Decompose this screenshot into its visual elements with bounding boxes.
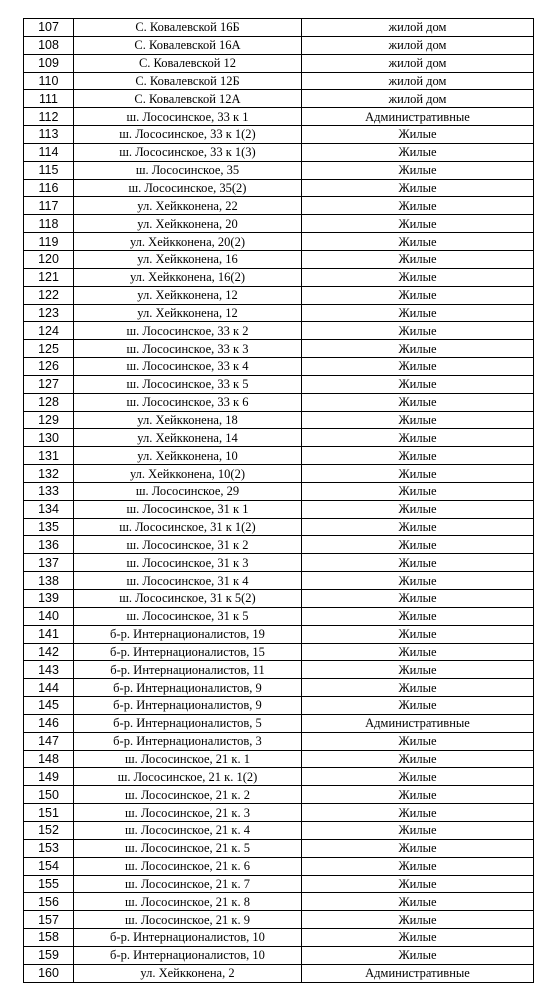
address-cell: ш. Лососинское, 29 [74,482,302,500]
building-type-cell: Жилые [302,393,534,411]
building-type-cell: Жилые [302,375,534,393]
table-row [24,857,534,875]
building-type-cell: Жилые [302,768,534,786]
building-type-cell: Жилые [302,536,534,554]
building-type-cell: Жилые [302,875,534,893]
building-type-cell: Жилые [302,946,534,964]
row-number-cell: 153 [24,839,74,857]
row-number-cell: 155 [24,875,74,893]
row-number-cell: 126 [24,358,74,376]
row-number-cell: 115 [24,161,74,179]
table-row [24,179,534,197]
building-type-cell: жилой дом [302,36,534,54]
table-row [24,607,534,625]
building-type-cell: Жилые [302,304,534,322]
address-cell: ул. Хейкконена, 20(2) [74,233,302,251]
table-row [24,54,534,72]
row-number-cell: 120 [24,250,74,268]
row-number-cell: 158 [24,929,74,947]
address-cell: ул. Хейкконена, 2 [74,964,302,982]
table-row [24,19,534,37]
row-number-cell: 150 [24,786,74,804]
table-row [24,643,534,661]
table-row [24,411,534,429]
address-cell: ш. Лососинское, 21 к. 1 [74,750,302,768]
building-type-cell: Жилые [302,482,534,500]
building-type-cell: Административные [302,108,534,126]
address-cell: ул. Хейкконена, 16 [74,250,302,268]
address-cell: ул. Хейкконена, 12 [74,304,302,322]
address-cell: С. Ковалевской 12 [74,54,302,72]
table-row [24,90,534,108]
table-row [24,697,534,715]
address-cell: ш. Лососинское, 35(2) [74,179,302,197]
buildings-table [23,18,534,983]
building-type-cell: Жилые [302,179,534,197]
address-cell: ш. Лососинское, 21 к. 7 [74,875,302,893]
building-type-cell: Жилые [302,197,534,215]
address-cell: ш. Лососинское, 31 к 4 [74,572,302,590]
building-type-cell: Жилые [302,911,534,929]
table-row [24,714,534,732]
row-number-cell: 154 [24,857,74,875]
building-type-cell: Жилые [302,340,534,358]
address-cell: ш. Лососинское, 33 к 1(3) [74,143,302,161]
row-number-cell: 145 [24,697,74,715]
building-type-cell: Жилые [302,233,534,251]
row-number-cell: 122 [24,286,74,304]
table-row [24,572,534,590]
table-row [24,429,534,447]
address-cell: б-р. Интернационалистов, 11 [74,661,302,679]
table-row [24,340,534,358]
table-row [24,786,534,804]
table-row [24,946,534,964]
address-cell: ш. Лососинское, 21 к. 3 [74,804,302,822]
row-number-cell: 151 [24,804,74,822]
building-type-cell: жилой дом [302,54,534,72]
building-type-cell: Жилые [302,161,534,179]
table-row [24,821,534,839]
table-row [24,375,534,393]
row-number-cell: 118 [24,215,74,233]
building-type-cell: Жилые [302,661,534,679]
address-cell: ул. Хейкконена, 20 [74,215,302,233]
address-cell: С. Ковалевской 16Б [74,19,302,37]
address-cell: ш. Лососинское, 31 к 5 [74,607,302,625]
table-row [24,750,534,768]
table-row [24,72,534,90]
address-cell: б-р. Интернационалистов, 19 [74,625,302,643]
address-cell: ш. Лососинское, 33 к 1(2) [74,126,302,144]
address-cell: ул. Хейкконена, 10 [74,447,302,465]
row-number-cell: 135 [24,518,74,536]
building-type-cell: Жилые [302,786,534,804]
building-type-cell: Жилые [302,821,534,839]
table-row [24,929,534,947]
row-number-cell: 160 [24,964,74,982]
building-type-cell: Жилые [302,732,534,750]
building-type-cell: Жилые [302,143,534,161]
address-cell: С. Ковалевской 12А [74,90,302,108]
row-number-cell: 130 [24,429,74,447]
row-number-cell: 116 [24,179,74,197]
building-type-cell: Жилые [302,250,534,268]
building-type-cell: Административные [302,964,534,982]
table-row [24,625,534,643]
table-row [24,304,534,322]
table-row [24,286,534,304]
row-number-cell: 139 [24,590,74,608]
building-type-cell: Жилые [302,750,534,768]
address-cell: ш. Лососинское, 33 к 4 [74,358,302,376]
address-cell: ул. Хейкконена, 22 [74,197,302,215]
row-number-cell: 141 [24,625,74,643]
table-row [24,447,534,465]
table-row [24,661,534,679]
table-row [24,358,534,376]
building-type-cell: Жилые [302,839,534,857]
address-cell: ш. Лососинское, 21 к. 2 [74,786,302,804]
row-number-cell: 142 [24,643,74,661]
building-type-cell: жилой дом [302,72,534,90]
building-type-cell: Жилые [302,804,534,822]
building-type-cell: Жилые [302,679,534,697]
building-type-cell: Жилые [302,554,534,572]
address-cell: ш. Лососинское, 21 к. 9 [74,911,302,929]
address-cell: ш. Лососинское, 31 к 5(2) [74,590,302,608]
row-number-cell: 147 [24,732,74,750]
table-row [24,536,534,554]
table-row [24,482,534,500]
table-row [24,911,534,929]
address-cell: ш. Лососинское, 33 к 6 [74,393,302,411]
table-row [24,233,534,251]
row-number-cell: 137 [24,554,74,572]
building-type-cell: Жилые [302,500,534,518]
table-row [24,36,534,54]
table-row [24,518,534,536]
table-row [24,554,534,572]
row-number-cell: 111 [24,90,74,108]
row-number-cell: 124 [24,322,74,340]
address-cell: б-р. Интернационалистов, 5 [74,714,302,732]
row-number-cell: 107 [24,19,74,37]
address-cell: ул. Хейкконена, 16(2) [74,268,302,286]
row-number-cell: 131 [24,447,74,465]
address-cell: б-р. Интернационалистов, 3 [74,732,302,750]
address-cell: ш. Лососинское, 31 к 1 [74,500,302,518]
row-number-cell: 113 [24,126,74,144]
row-number-cell: 133 [24,482,74,500]
table-row [24,465,534,483]
table-row [24,839,534,857]
table-row [24,964,534,982]
row-number-cell: 148 [24,750,74,768]
address-cell: б-р. Интернационалистов, 9 [74,679,302,697]
address-cell: б-р. Интернационалистов, 9 [74,697,302,715]
row-number-cell: 110 [24,72,74,90]
building-type-cell: Жилые [302,126,534,144]
address-cell: ш. Лососинское, 21 к. 8 [74,893,302,911]
row-number-cell: 119 [24,233,74,251]
table-row [24,322,534,340]
address-cell: ул. Хейкконена, 14 [74,429,302,447]
row-number-cell: 129 [24,411,74,429]
building-type-cell: жилой дом [302,90,534,108]
address-cell: ул. Хейкконена, 10(2) [74,465,302,483]
address-cell: ш. Лососинское, 21 к. 4 [74,821,302,839]
table-row [24,732,534,750]
address-cell: б-р. Интернационалистов, 10 [74,946,302,964]
building-type-cell: Жилые [302,465,534,483]
row-number-cell: 144 [24,679,74,697]
table-row [24,804,534,822]
row-number-cell: 157 [24,911,74,929]
address-cell: С. Ковалевской 12Б [74,72,302,90]
address-cell: б-р. Интернационалистов, 15 [74,643,302,661]
building-type-cell: Жилые [302,929,534,947]
table-row [24,268,534,286]
building-type-cell: Жилые [302,215,534,233]
address-cell: б-р. Интернационалистов, 10 [74,929,302,947]
table-row [24,500,534,518]
row-number-cell: 152 [24,821,74,839]
table-row [24,875,534,893]
row-number-cell: 127 [24,375,74,393]
building-type-cell: Административные [302,714,534,732]
address-cell: С. Ковалевской 16А [74,36,302,54]
building-type-cell: Жилые [302,572,534,590]
address-cell: ш. Лососинское, 31 к 2 [74,536,302,554]
table-row [24,197,534,215]
row-number-cell: 123 [24,304,74,322]
address-cell: ул. Хейкконена, 12 [74,286,302,304]
building-type-cell: Жилые [302,625,534,643]
building-type-cell: Жилые [302,447,534,465]
row-number-cell: 136 [24,536,74,554]
building-type-cell: жилой дом [302,19,534,37]
address-cell: ш. Лососинское, 33 к 5 [74,375,302,393]
table-row [24,679,534,697]
row-number-cell: 125 [24,340,74,358]
address-cell: ш. Лососинское, 33 к 3 [74,340,302,358]
table-row [24,143,534,161]
address-cell: ш. Лососинское, 35 [74,161,302,179]
address-cell: ш. Лососинское, 33 к 1 [74,108,302,126]
row-number-cell: 156 [24,893,74,911]
address-cell: ш. Лососинское, 31 к 3 [74,554,302,572]
table-row [24,108,534,126]
table-row [24,590,534,608]
address-cell: ш. Лососинское, 21 к. 5 [74,839,302,857]
building-type-cell: Жилые [302,322,534,340]
table-row [24,126,534,144]
table-row [24,893,534,911]
building-type-cell: Жилые [302,857,534,875]
row-number-cell: 108 [24,36,74,54]
address-cell: ш. Лососинское, 31 к 1(2) [74,518,302,536]
building-type-cell: Жилые [302,607,534,625]
building-type-cell: Жилые [302,590,534,608]
table-row [24,393,534,411]
table-row [24,250,534,268]
address-cell: ш. Лососинское, 21 к. 1(2) [74,768,302,786]
building-type-cell: Жилые [302,893,534,911]
row-number-cell: 134 [24,500,74,518]
building-type-cell: Жилые [302,643,534,661]
address-cell: ул. Хейкконена, 18 [74,411,302,429]
row-number-cell: 121 [24,268,74,286]
row-number-cell: 114 [24,143,74,161]
building-type-cell: Жилые [302,697,534,715]
row-number-cell: 112 [24,108,74,126]
row-number-cell: 109 [24,54,74,72]
address-cell: ш. Лососинское, 21 к. 6 [74,857,302,875]
row-number-cell: 140 [24,607,74,625]
table-row [24,768,534,786]
row-number-cell: 132 [24,465,74,483]
row-number-cell: 146 [24,714,74,732]
table-row [24,215,534,233]
row-number-cell: 149 [24,768,74,786]
building-type-cell: Жилые [302,286,534,304]
building-type-cell: Жилые [302,411,534,429]
table-row [24,161,534,179]
row-number-cell: 143 [24,661,74,679]
building-type-cell: Жилые [302,429,534,447]
building-type-cell: Жилые [302,268,534,286]
row-number-cell: 117 [24,197,74,215]
address-cell: ш. Лососинское, 33 к 2 [74,322,302,340]
buildings-table-body [24,19,534,983]
row-number-cell: 138 [24,572,74,590]
row-number-cell: 159 [24,946,74,964]
building-type-cell: Жилые [302,518,534,536]
row-number-cell: 128 [24,393,74,411]
building-type-cell: Жилые [302,358,534,376]
